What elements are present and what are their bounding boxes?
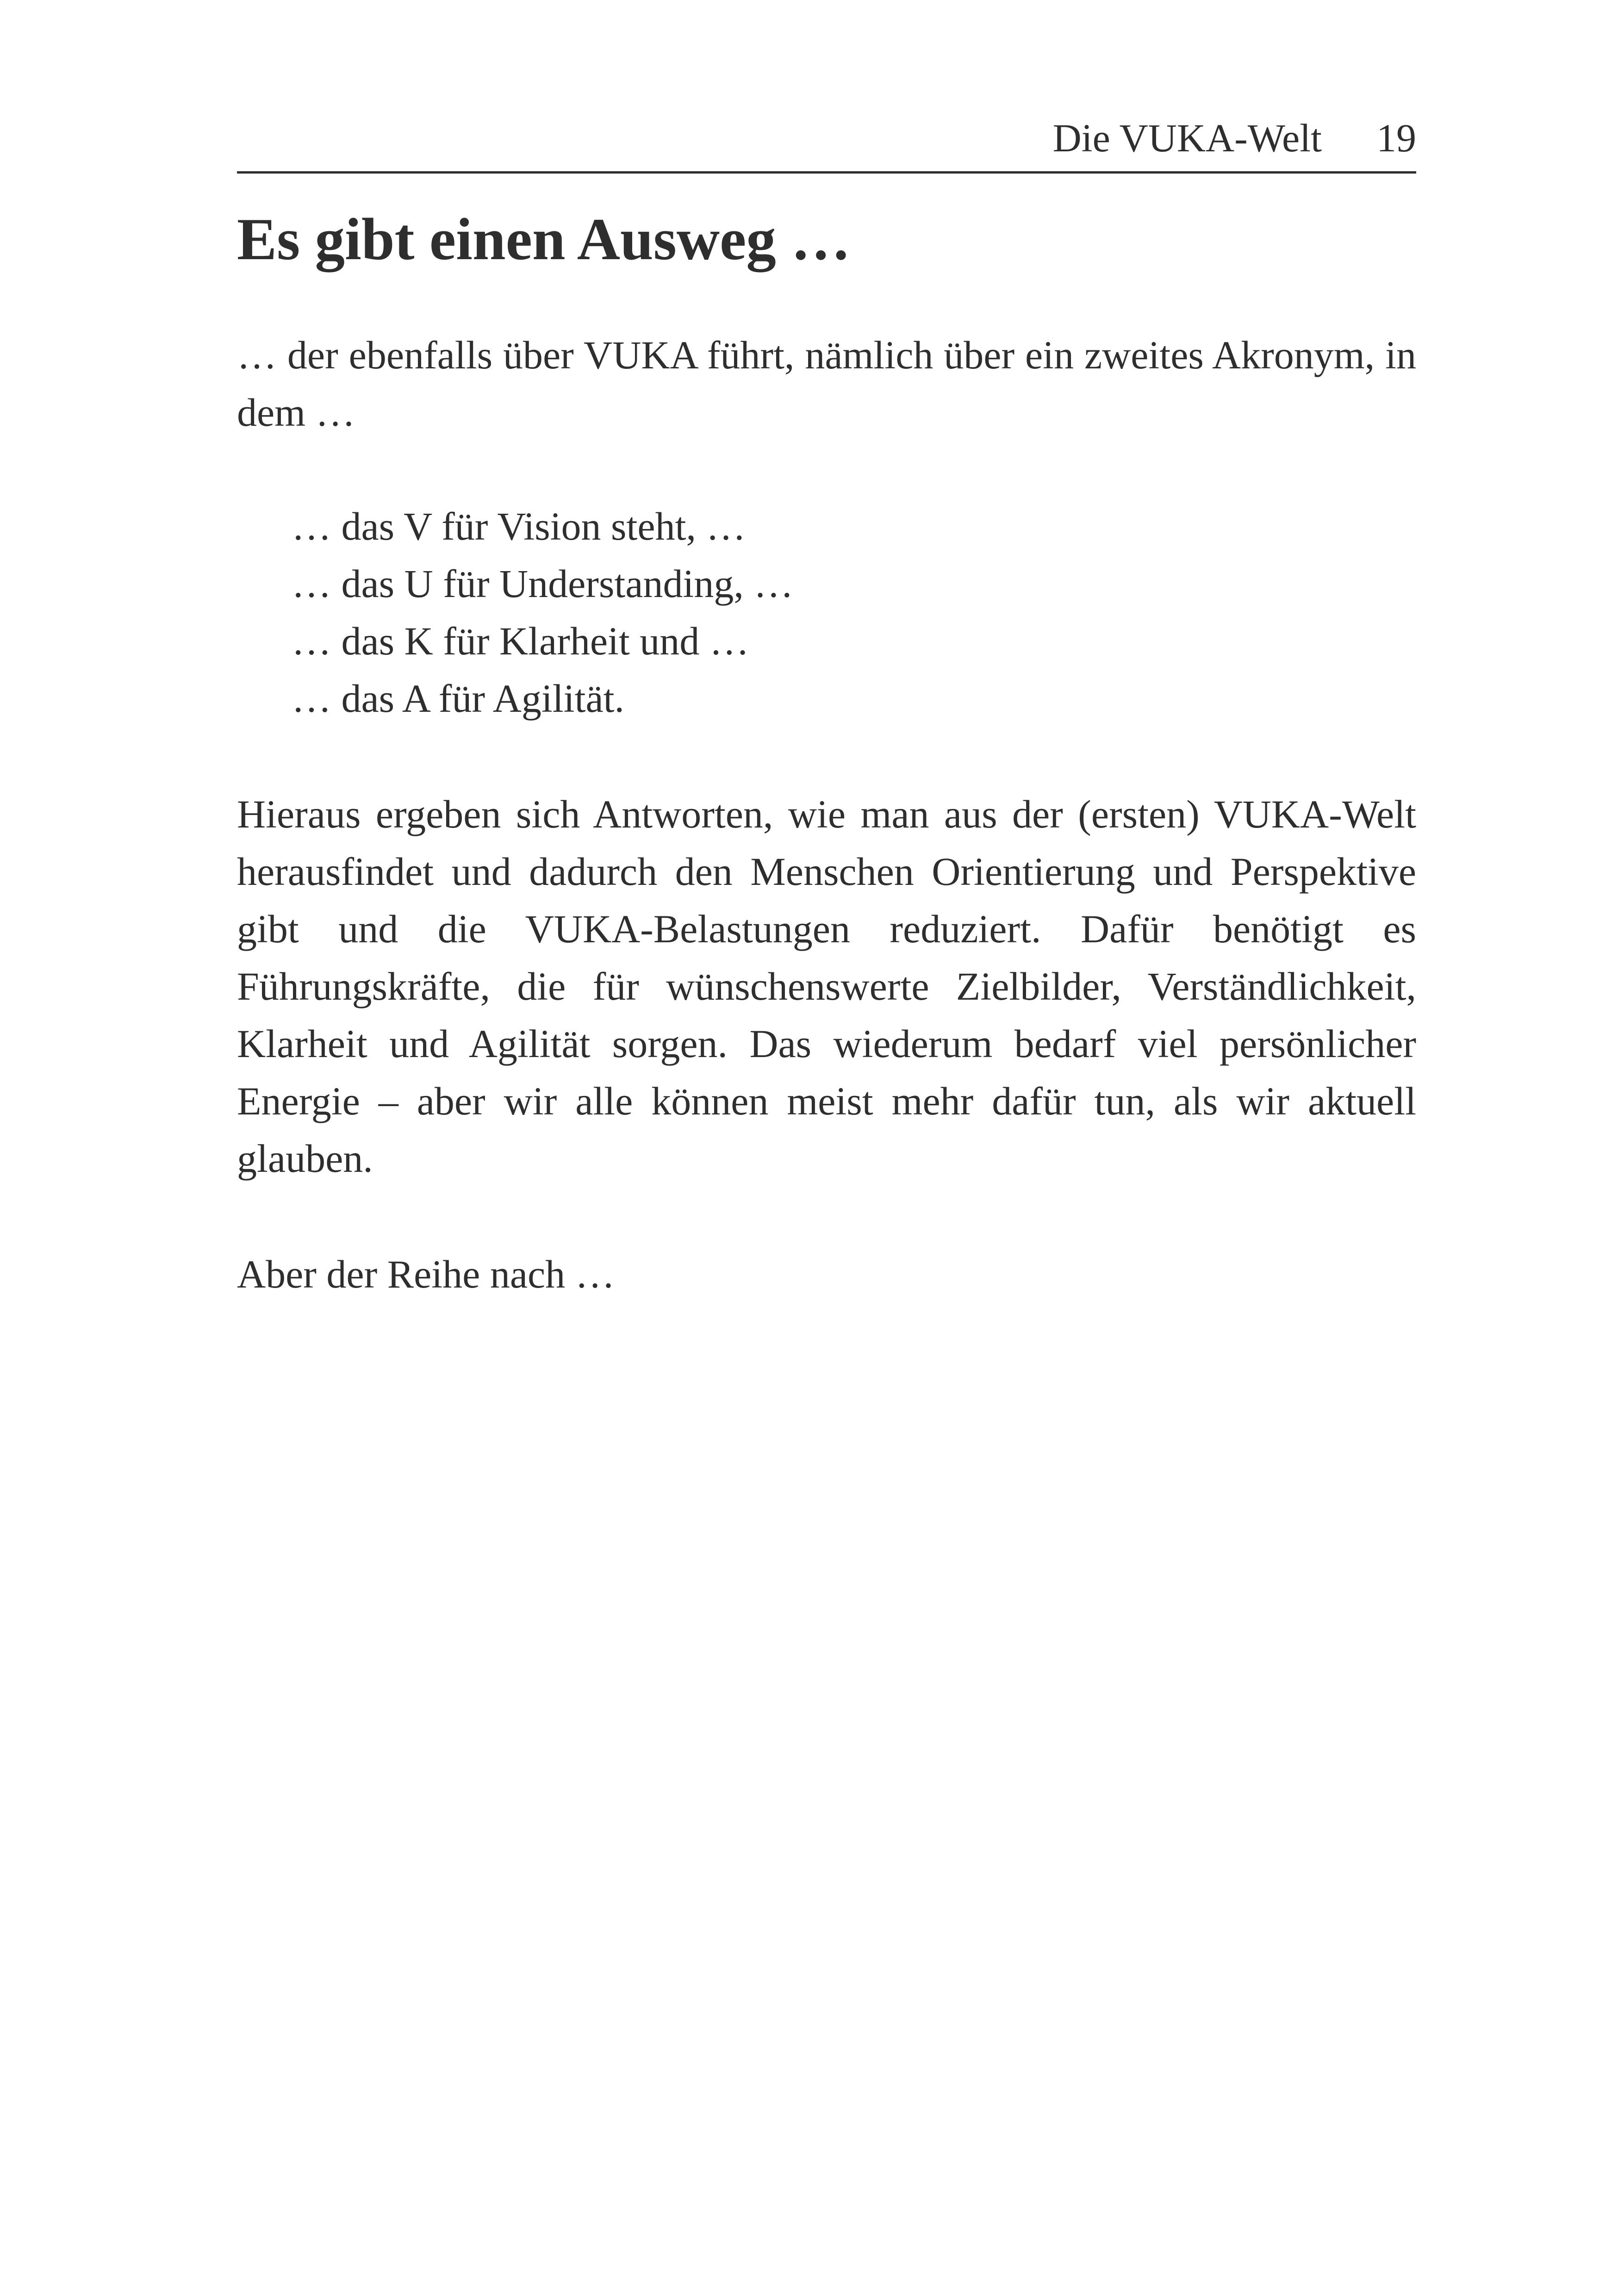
header-rule [237, 171, 1416, 174]
section-heading: Es gibt einen Ausweg … [237, 206, 851, 272]
closing-paragraph: Aber der Reihe nach … [237, 1252, 615, 1296]
list-item: … das K für Klarheit und … [292, 619, 749, 663]
list-item: … das A für Agilität. [292, 676, 625, 721]
running-title: Die VUKA-Welt [1052, 116, 1322, 160]
intro-paragraph: … der ebenfalls über VUKA führt, nämlich über ein zweites Akronym, in dem … [237, 333, 1416, 435]
list-item: … das V für Vision steht, … [292, 504, 746, 548]
running-header [237, 110, 1416, 161]
page-body [237, 206, 1416, 1303]
list-item: … das U für Understanding, … [292, 561, 794, 606]
body-paragraph: Hieraus ergeben sich Antworten, wie man aus der (ersten) VUKA-Welt herausfindet und dadurch den Menschen Orientierung und Perspektive gibt und die VUKA-Belastungen reduziert. Dafür benötigt es Führungskräfte, die für wünschenswerte Zielbilder, Verständlichkeit, Klarheit und Agilität sorgen. Das wiederum bedarf viel persönlicher Energie – aber wir alle können meist mehr dafür tun, als wir aktuell glauben. [237, 792, 1416, 1181]
page-number: 19 [1376, 116, 1416, 160]
acronym-list [237, 498, 1416, 727]
